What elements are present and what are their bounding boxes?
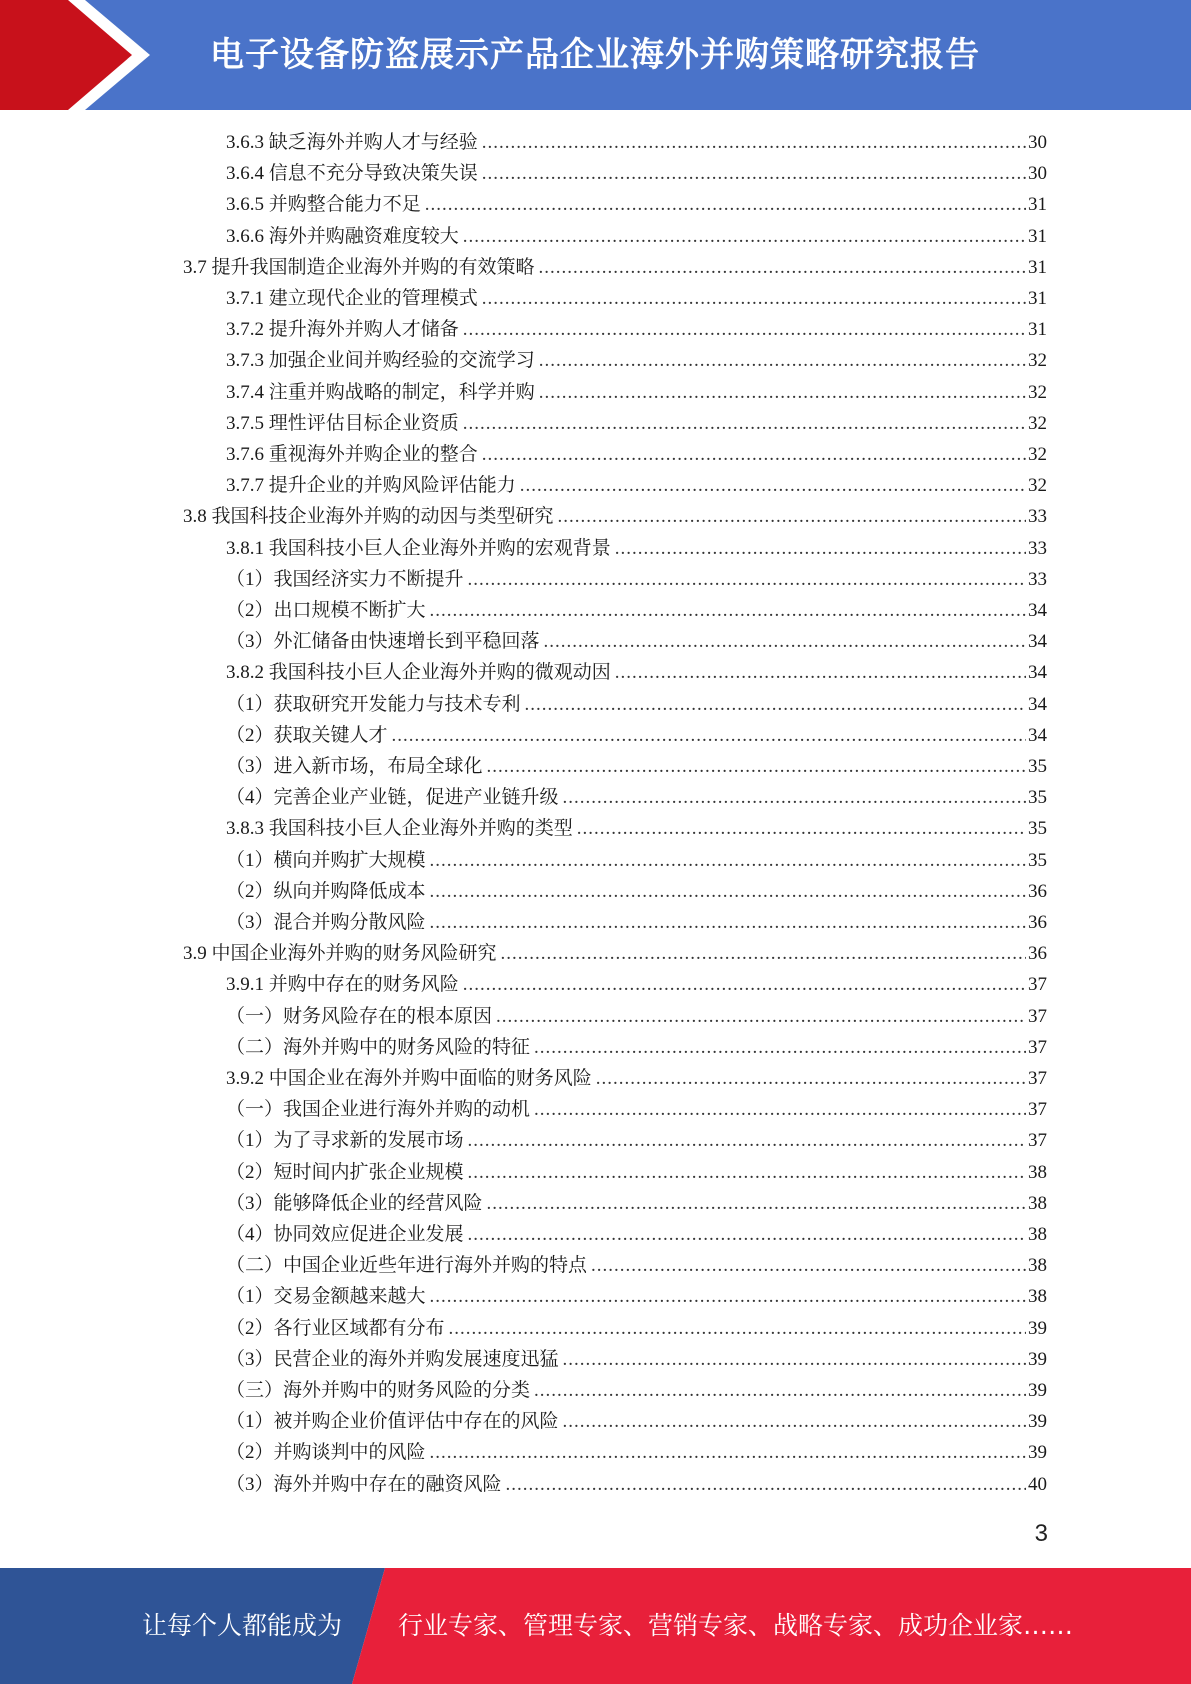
- red-arrow-icon: [0, 0, 160, 110]
- toc-entry[interactable]: [226, 1219, 1047, 1250]
- toc-entry[interactable]: [226, 1406, 1047, 1437]
- toc-entry[interactable]: [226, 813, 1047, 844]
- toc-leader-dots: [539, 377, 1026, 408]
- toc-entry[interactable]: [226, 595, 1047, 626]
- toc-entry-label: （3）混合并购分散风险: [226, 912, 426, 933]
- toc-leader-dots: [577, 813, 1026, 844]
- toc-entry-label: （2）并购谈判中的风险: [226, 1442, 426, 1464]
- toc-entry-label: （1）为了寻求新的发展市场: [226, 1130, 464, 1152]
- toc-entry-page: 38: [1028, 1224, 1047, 1245]
- toc-entry[interactable]: [226, 751, 1047, 782]
- toc-entry[interactable]: [226, 1313, 1047, 1344]
- toc-entry-page: 37: [1028, 974, 1047, 996]
- toc-leader-dots: [534, 1094, 1026, 1125]
- toc-entry-page: 38: [1028, 1255, 1047, 1277]
- toc-leader-dots: [525, 689, 1026, 720]
- toc-entry[interactable]: [226, 720, 1047, 751]
- toc-entry-label: （一）财务风险存在的根本原因: [226, 1005, 493, 1027]
- toc-leader-dots: [482, 127, 1026, 158]
- toc-leader-dots: [520, 470, 1026, 501]
- toc-entry[interactable]: [226, 1125, 1047, 1156]
- toc-entry-label: （4）完善企业产业链，促进产业链升级: [226, 787, 559, 809]
- toc-entry[interactable]: [226, 626, 1047, 657]
- toc-entry-label: （2）获取关键人才: [226, 724, 388, 746]
- toc-entry[interactable]: [226, 158, 1047, 189]
- toc-entry[interactable]: [226, 1469, 1047, 1500]
- toc-leader-dots: [468, 1157, 1026, 1188]
- toc-entry-page: 37: [1028, 1099, 1047, 1121]
- toc-entry[interactable]: [226, 470, 1047, 501]
- toc-leader-dots: [591, 1250, 1026, 1281]
- toc-entry-page: 39: [1028, 1380, 1047, 1401]
- toc-entry-label: （一）我国企业进行海外并购的动机: [226, 1099, 531, 1121]
- toc-entry-page: 34: [1028, 600, 1047, 621]
- toc-leader-dots: [430, 845, 1026, 876]
- toc-entry[interactable]: [226, 1250, 1047, 1281]
- toc-leader-dots: [596, 1063, 1026, 1094]
- toc-entry-label: （3）民营企业的海外并购发展速度迅猛: [226, 1348, 559, 1370]
- toc-entry[interactable]: [226, 1344, 1047, 1375]
- toc-entry-page: 32: [1028, 381, 1047, 403]
- toc-entry-page: 36: [1028, 943, 1047, 965]
- toc-entry-page: 39: [1028, 1348, 1047, 1370]
- toc-entry-label: （1）被并购企业价值评估中存在的风险: [226, 1411, 559, 1433]
- toc-leader-dots: [430, 876, 1026, 907]
- toc-entry[interactable]: [226, 314, 1047, 345]
- toc-entry-label: （4）协同效应促进企业发展: [226, 1224, 464, 1245]
- toc-entry-page: 33: [1028, 537, 1047, 559]
- toc-entry-label: 3.7 提升我国制造企业海外并购的有效策略: [183, 256, 535, 278]
- toc-entry-label: （3）进入新市场，布局全球化: [226, 756, 483, 777]
- toc-entry-label: 3.7.5 理性评估目标企业资质: [226, 412, 459, 434]
- toc-leader-dots: [482, 283, 1026, 314]
- footer-slogan-right: 行业专家、管理专家、营销专家、战略专家、成功企业家……: [398, 1611, 1074, 1640]
- toc-entry-page: 33: [1028, 568, 1047, 590]
- toc-entry[interactable]: [226, 1375, 1047, 1406]
- toc-leader-dots: [563, 782, 1026, 813]
- toc-entry[interactable]: [226, 1063, 1047, 1094]
- toc-leader-dots: [539, 252, 1026, 283]
- toc-entry-page: 33: [1028, 506, 1047, 528]
- toc-leader-dots: [463, 221, 1026, 252]
- toc-leader-dots: [534, 1375, 1026, 1406]
- report-title: 电子设备防盗展示产品企业海外并购策略研究报告: [210, 35, 980, 75]
- toc-entry-page: 34: [1028, 724, 1047, 746]
- toc-leader-dots: [392, 720, 1026, 751]
- page-number: 3: [1034, 1520, 1048, 1547]
- toc-leader-dots: [501, 938, 1026, 969]
- toc-leader-dots: [487, 751, 1026, 782]
- toc-entry-label: 3.8.1 我国科技小巨人企业海外并购的宏观背景: [226, 537, 611, 559]
- toc-entry-page: 40: [1028, 1473, 1047, 1495]
- toc-entry-label: 3.6.3 缺乏海外并购人才与经验: [226, 132, 478, 153]
- toc-entry-label: （2）各行业区域都有分布: [226, 1317, 445, 1339]
- toc-entry-page: 31: [1028, 225, 1047, 247]
- toc-entry-page: 31: [1028, 288, 1047, 309]
- toc-entry[interactable]: [226, 1157, 1047, 1188]
- toc-leader-dots: [615, 657, 1026, 688]
- toc-entry-page: 31: [1028, 319, 1047, 341]
- toc-leader-dots: [544, 626, 1026, 657]
- toc-entry-label: 3.6.6 海外并购融资难度较大: [226, 225, 459, 247]
- toc-entry-page: 39: [1028, 1411, 1047, 1433]
- toc-leader-dots: [425, 189, 1026, 220]
- toc-leader-dots: [463, 408, 1026, 439]
- toc-entry[interactable]: [226, 408, 1047, 439]
- toc-entry-label: （3）外汇储备由快速增长到平稳回落: [226, 631, 540, 653]
- toc-entry-label: 3.9.1 并购中存在的财务风险: [226, 974, 459, 996]
- toc-leader-dots: [463, 314, 1026, 345]
- toc-entry[interactable]: [226, 1032, 1047, 1063]
- toc-entry-label: 3.8.2 我国科技小巨人企业海外并购的微观动因: [226, 662, 611, 684]
- toc-leader-dots: [482, 439, 1026, 470]
- toc-entry-label: 3.9.2 中国企业在海外并购中面临的财务风险: [226, 1068, 592, 1089]
- toc-leader-dots: [615, 533, 1026, 564]
- toc-entry[interactable]: [183, 501, 1047, 532]
- toc-entry[interactable]: [226, 533, 1047, 564]
- toc-entry-label: 3.7.3 加强企业间并购经验的交流学习: [226, 350, 535, 372]
- toc-entry-page: 38: [1028, 1192, 1047, 1214]
- toc-leader-dots: [468, 1219, 1026, 1250]
- toc-entry[interactable]: [226, 377, 1047, 408]
- toc-entry[interactable]: [226, 689, 1047, 720]
- toc-leader-dots: [563, 1344, 1026, 1375]
- toc-entry-page: 39: [1028, 1317, 1047, 1339]
- toc-entry[interactable]: [226, 657, 1047, 688]
- toc-entry-label: （2）短时间内扩张企业规模: [226, 1161, 464, 1183]
- toc-entry-label: （三）海外并购中的财务风险的分类: [226, 1380, 531, 1401]
- toc-entry[interactable]: [226, 845, 1047, 876]
- toc-entry[interactable]: [226, 1188, 1047, 1219]
- toc-leader-dots: [558, 501, 1026, 532]
- toc-entry-label: （3）海外并购中存在的融资风险: [226, 1473, 502, 1495]
- toc-entry-label: 3.6.4 信息不充分导致决策失误: [226, 163, 478, 185]
- toc-entry-page: 36: [1028, 912, 1047, 933]
- toc-entry[interactable]: [226, 876, 1047, 907]
- toc-entry-page: 30: [1028, 132, 1047, 153]
- toc-leader-dots: [534, 1032, 1026, 1063]
- toc-entry-label: 3.6.5 并购整合能力不足: [226, 194, 421, 216]
- toc-entry-page: 32: [1028, 444, 1047, 465]
- toc-entry-label: 3.7.2 提升海外并购人才储备: [226, 319, 459, 341]
- header-banner: [0, 0, 1191, 110]
- toc-entry[interactable]: [226, 189, 1047, 220]
- toc-entry-label: 3.8 我国科技企业海外并购的动因与类型研究: [183, 506, 554, 528]
- toc-leader-dots: [468, 564, 1026, 595]
- toc-entry-label: 3.7.6 重视海外并购企业的整合: [226, 444, 478, 465]
- toc-entry[interactable]: [226, 969, 1047, 1000]
- toc-entry-page: 39: [1028, 1442, 1047, 1464]
- toc-entry-label: （2）纵向并购降低成本: [226, 880, 426, 902]
- toc-entry[interactable]: [226, 1437, 1047, 1468]
- toc-entry-label: （二）海外并购中的财务风险的特征: [226, 1036, 531, 1058]
- toc-entry-page: 34: [1028, 662, 1047, 684]
- toc-entry-label: （1）交易金额越来越大: [226, 1286, 426, 1308]
- toc-entry-page: 31: [1028, 194, 1047, 216]
- toc-entry-label: 3.8.3 我国科技小巨人企业海外并购的类型: [226, 818, 573, 840]
- toc-entry-page: 37: [1028, 1005, 1047, 1027]
- toc-entry-label: （1）横向并购扩大规模: [226, 849, 426, 871]
- toc-entry[interactable]: [226, 283, 1047, 314]
- toc-entry-label: （1）获取研究开发能力与技术专利: [226, 693, 521, 715]
- toc-entry[interactable]: [226, 127, 1047, 158]
- toc-entry-page: 32: [1028, 412, 1047, 434]
- toc-leader-dots: [468, 1125, 1026, 1156]
- toc-leader-dots: [487, 1188, 1026, 1219]
- toc-entry-page: 35: [1028, 849, 1047, 871]
- toc-entry-page: 37: [1028, 1068, 1047, 1089]
- toc-entry-page: 38: [1028, 1161, 1047, 1183]
- toc-leader-dots: [449, 1313, 1026, 1344]
- toc-entry[interactable]: [226, 782, 1047, 813]
- toc-entry-page: 34: [1028, 693, 1047, 715]
- toc-entry-page: 31: [1028, 256, 1047, 278]
- toc-entry[interactable]: [226, 1001, 1047, 1032]
- toc-entry-label: （二）中国企业近些年进行海外并购的特点: [226, 1255, 588, 1277]
- toc-leader-dots: [430, 1437, 1026, 1468]
- toc-entry-page: 35: [1028, 787, 1047, 809]
- toc-entry[interactable]: [226, 907, 1047, 938]
- toc-entry-page: 38: [1028, 1286, 1047, 1308]
- toc-entry-page: 30: [1028, 163, 1047, 185]
- toc-entry[interactable]: [183, 252, 1047, 283]
- toc-entry-label: 3.7.7 提升企业的并购风险评估能力: [226, 475, 516, 497]
- toc-leader-dots: [463, 969, 1026, 1000]
- toc-entry-label: 3.7.4 注重并购战略的制定，科学并购: [226, 381, 535, 403]
- toc-entry-page: 35: [1028, 818, 1047, 840]
- toc-leader-dots: [430, 907, 1026, 938]
- toc-entry-label: 3.9 中国企业海外并购的财务风险研究: [183, 943, 497, 965]
- toc-entry-label: （2）出口规模不断扩大: [226, 600, 426, 621]
- toc-leader-dots: [430, 1281, 1026, 1312]
- toc-entry-page: 35: [1028, 756, 1047, 777]
- toc-entry[interactable]: [226, 1094, 1047, 1125]
- toc-entry-label: （1）我国经济实力不断提升: [226, 568, 464, 590]
- toc-leader-dots: [482, 158, 1026, 189]
- toc-leader-dots: [496, 1001, 1026, 1032]
- toc-entry-page: 37: [1028, 1036, 1047, 1058]
- toc-entry-page: 32: [1028, 350, 1047, 372]
- toc-leader-dots: [563, 1406, 1026, 1437]
- toc-leader-dots: [539, 345, 1026, 376]
- toc-entry[interactable]: [226, 221, 1047, 252]
- toc-leader-dots: [430, 595, 1026, 626]
- toc-entry-label: （3）能够降低企业的经营风险: [226, 1192, 483, 1214]
- toc-entry-label: 3.7.1 建立现代企业的管理模式: [226, 288, 478, 309]
- toc-entry-page: 36: [1028, 880, 1047, 902]
- toc-entry-page: 32: [1028, 475, 1047, 497]
- toc-entry[interactable]: [226, 564, 1047, 595]
- toc-entry-page: 37: [1028, 1130, 1047, 1152]
- toc-entry[interactable]: [226, 345, 1047, 376]
- toc-entry[interactable]: [183, 938, 1047, 969]
- toc-leader-dots: [506, 1469, 1026, 1500]
- footer-slogan-left: 让每个人都能成为: [142, 1611, 343, 1640]
- toc-entry[interactable]: [226, 439, 1047, 470]
- toc-entry[interactable]: [226, 1281, 1047, 1312]
- footer-banner: [0, 1568, 1191, 1684]
- toc-entry-page: 34: [1028, 631, 1047, 653]
